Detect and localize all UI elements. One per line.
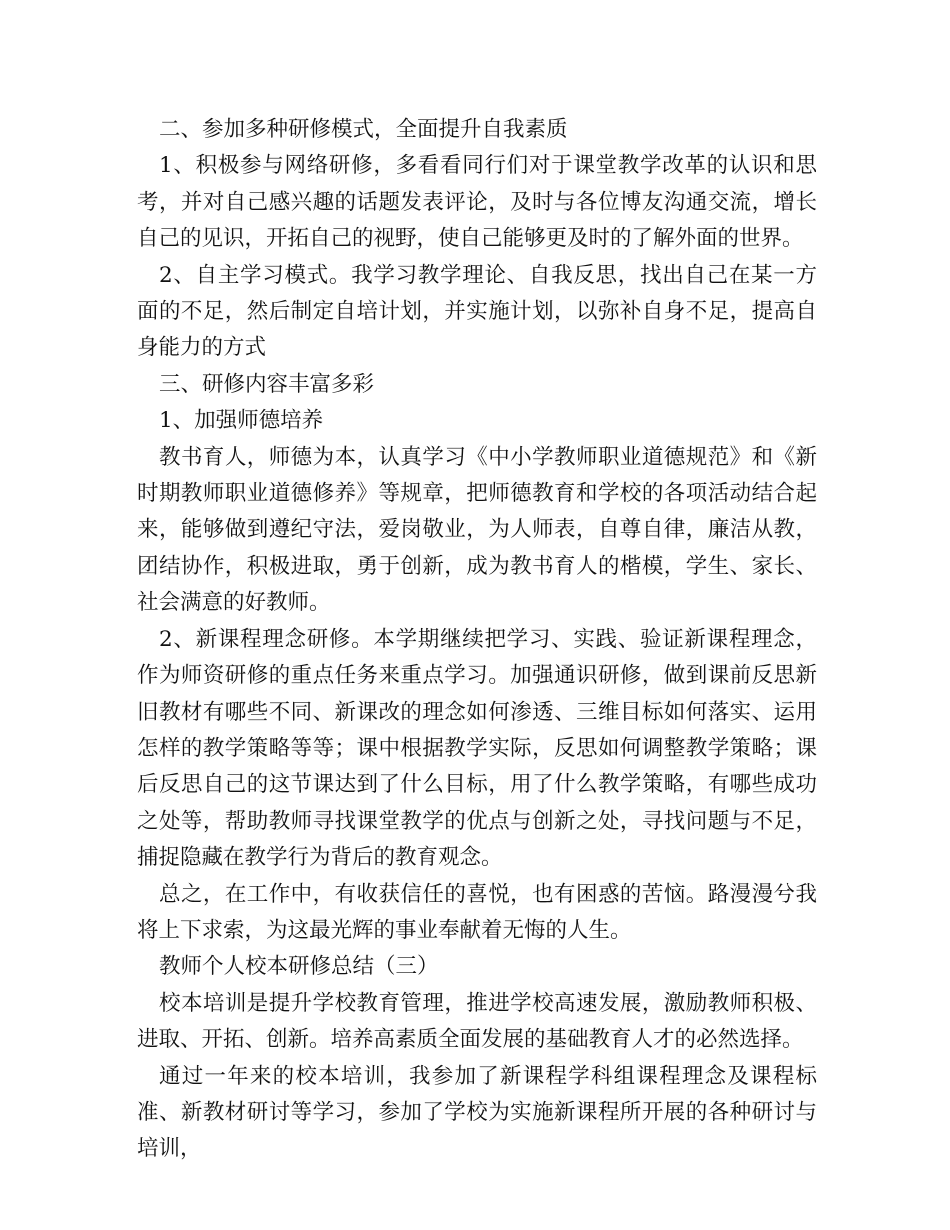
paragraph-new-curriculum: 2、新课程理念研修。本学期继续把学习、实践、验证新课程理念，作为师资研修的重点任务来重点学习。加强通识研修，做到课前反思新旧教材有哪些不同、新课改的理念如何渗透、三维目标如何落实、运用怎样的教学策略等等；课中根据教学实际，反思如何调整教学策略；课后反思自己的这节课达到了什么目标，用了什么教学策略，有哪些成功之处等，帮助教师寻找课堂教学的优点与创新之处，寻找问题与不足，捕捉隐藏在教学行为背后的教育观念。 <box>137 626 817 871</box>
section-heading-2: 二、参加多种研修模式，全面提升自我素质 <box>159 117 568 142</box>
subheading-ethics: 1、加强师德培养 <box>159 408 324 434</box>
section-heading-3: 三、研修内容丰富多彩 <box>159 371 375 397</box>
document-body <box>137 112 817 1168</box>
paragraph-ethics: 教书育人，师德为本，认真学习《中小学教师职业道德规范》和《新时期教师职业道德修养》等规章，把师德教育和学校的各项活动结合起来，能够做到遵纪守法，爱岗敬业，为人师表，自尊自律，廉洁从教，团结协作，积极进取，勇于创新，成为教书育人的楷模，学生、家长、社会满意的好教师。 <box>137 444 817 616</box>
paragraph-network-study: 1、积极参与网络研修，多看看同行们对于课堂教学改革的认识和思考，并对自己感兴趣的话题发表评论，及时与各位博友沟通交流，增长自己的见识，开拓自己的视野，使自己能够更及时的了解外面的世界。 <box>137 153 817 252</box>
paragraph-school-training: 校本培训是提升学校教育管理，推进学校高速发展，激励教师积极、进取、开拓、创新。培养高素质全面发展的基础教育人才的必然选择。 <box>137 990 817 1053</box>
paragraph-summary: 总之，在工作中，有收获信任的喜悦，也有困惑的苦恼。路漫漫兮我将上下求索，为这最光辉的事业奉献着无悔的人生。 <box>137 881 817 943</box>
paragraph-year-training: 通过一年来的校本培训，我参加了新课程学科组课程理念及课程标准、新教材研讨等学习，参加了学校为实施新课程所开展的各种研讨与培训， <box>137 1063 817 1162</box>
paragraph-self-study: 2、自主学习模式。我学习教学理论、自我反思，找出自己在某一方面的不足，然后制定自培计划，并实施计划，以弥补自身不足，提高自身能力的方式 <box>137 262 817 361</box>
document-title-part3: 教师个人校本研修总结（三） <box>159 954 439 980</box>
